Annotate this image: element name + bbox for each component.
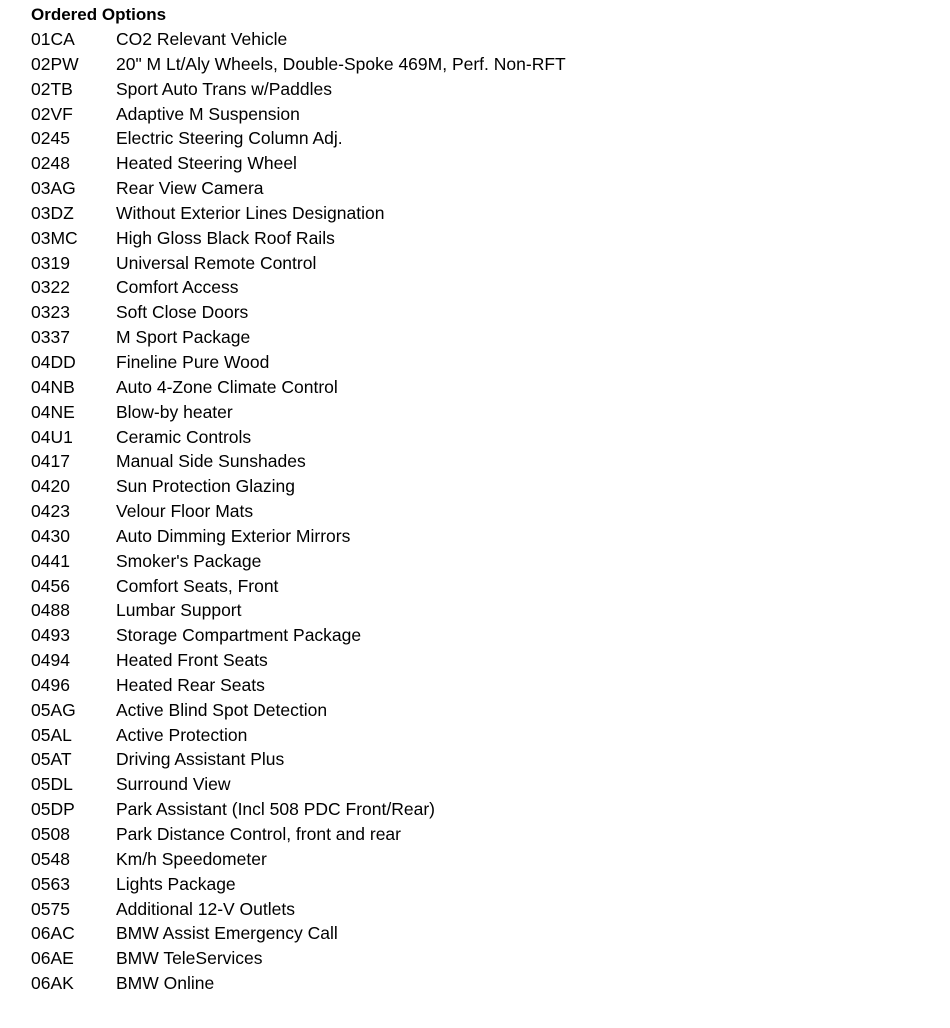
option-code: 04NE bbox=[31, 401, 75, 422]
option-code: 0508 bbox=[31, 824, 70, 844]
option-code: 0420 bbox=[31, 476, 70, 497]
option-row bbox=[31, 77, 566, 102]
option-description: Sport Auto Trans w/Paddles bbox=[116, 78, 332, 99]
option-code: 03MC bbox=[31, 227, 78, 248]
option-code: 02TB bbox=[31, 78, 73, 99]
option-description: CO2 Relevant Vehicle bbox=[116, 29, 288, 49]
option-description: Additional 12-V Outlets bbox=[116, 898, 295, 919]
option-description: 20" M Lt/Aly Wheels, Double-Spoke 469M, Perf. Non-RFT bbox=[116, 53, 566, 74]
option-row bbox=[31, 747, 566, 772]
option-description: Park Assistant (Incl 508 PDC Front/Rear) bbox=[116, 799, 435, 820]
option-description: Blow-by heater bbox=[116, 401, 233, 422]
option-row bbox=[31, 648, 566, 673]
option-description: Surround View bbox=[116, 774, 231, 795]
option-description: Fineline Pure Wood bbox=[116, 351, 270, 372]
option-row bbox=[31, 946, 566, 971]
option-code: 0319 bbox=[31, 252, 70, 273]
option-row bbox=[31, 673, 566, 698]
option-description: BMW TeleServices bbox=[116, 948, 263, 969]
option-code: 0563 bbox=[31, 873, 70, 894]
option-description: Auto Dimming Exterior Mirrors bbox=[116, 525, 351, 546]
option-row bbox=[31, 176, 566, 201]
option-code: 0423 bbox=[31, 501, 70, 522]
option-description: Rear View Camera bbox=[116, 178, 264, 199]
option-row bbox=[31, 897, 566, 922]
option-row bbox=[31, 474, 566, 499]
option-row bbox=[31, 400, 566, 425]
option-description: Km/h Speedometer bbox=[116, 848, 267, 869]
option-description: Universal Remote Control bbox=[116, 252, 317, 273]
option-code: 0488 bbox=[31, 600, 70, 621]
option-code: 0494 bbox=[31, 650, 70, 671]
option-row bbox=[31, 27, 566, 52]
option-row bbox=[31, 499, 566, 524]
option-row bbox=[31, 524, 566, 549]
option-description: Comfort Seats, Front bbox=[116, 575, 279, 596]
option-description: Without Exterior Lines Designation bbox=[116, 202, 385, 223]
option-description: M Sport Package bbox=[116, 327, 251, 348]
option-code: 05AT bbox=[31, 749, 72, 770]
option-code: 05DP bbox=[31, 799, 75, 820]
option-description: Lumbar Support bbox=[116, 600, 242, 621]
option-code: 05AL bbox=[31, 724, 72, 745]
option-row bbox=[31, 623, 566, 648]
option-description: Lights Package bbox=[116, 873, 236, 894]
option-code: 0245 bbox=[31, 128, 70, 149]
option-code: 06AK bbox=[31, 973, 74, 994]
option-description: Soft Close Doors bbox=[116, 302, 249, 323]
option-row bbox=[31, 425, 566, 450]
option-code: 0496 bbox=[31, 674, 70, 695]
option-code: 04U1 bbox=[31, 426, 73, 447]
option-description: Ceramic Controls bbox=[116, 426, 252, 447]
option-description: Active Blind Spot Detection bbox=[116, 699, 328, 720]
option-description: Driving Assistant Plus bbox=[116, 749, 285, 770]
option-description: BMW Assist Emergency Call bbox=[116, 923, 338, 944]
option-row bbox=[31, 226, 566, 251]
option-description: High Gloss Black Roof Rails bbox=[116, 227, 335, 248]
option-code: 05AG bbox=[31, 699, 76, 720]
option-code: 05DL bbox=[31, 774, 73, 795]
options-list bbox=[31, 27, 566, 996]
option-row bbox=[31, 449, 566, 474]
option-code: 0456 bbox=[31, 575, 70, 596]
option-row bbox=[31, 574, 566, 599]
option-code: 0248 bbox=[31, 153, 70, 174]
option-code: 06AE bbox=[31, 948, 74, 969]
option-code: 0430 bbox=[31, 525, 70, 546]
option-row bbox=[31, 350, 566, 375]
option-description: Heated Front Seats bbox=[116, 650, 268, 671]
option-code: 03AG bbox=[31, 178, 76, 199]
option-row bbox=[31, 275, 566, 300]
option-code: 0322 bbox=[31, 277, 70, 298]
option-description: Park Distance Control, front and rear bbox=[116, 824, 401, 844]
option-code: 0493 bbox=[31, 625, 70, 646]
option-row bbox=[31, 52, 566, 77]
option-code: 04DD bbox=[31, 351, 76, 372]
option-code: 02VF bbox=[31, 103, 73, 124]
option-description: Manual Side Sunshades bbox=[116, 451, 306, 472]
option-description: Sun Protection Glazing bbox=[116, 476, 295, 497]
option-description: Electric Steering Column Adj. bbox=[116, 128, 343, 149]
option-description: Velour Floor Mats bbox=[116, 501, 254, 522]
option-row bbox=[31, 549, 566, 574]
option-code: 0575 bbox=[31, 898, 70, 919]
option-code: 0323 bbox=[31, 302, 70, 323]
option-description: Comfort Access bbox=[116, 277, 239, 298]
option-row bbox=[31, 723, 566, 748]
option-row bbox=[31, 971, 566, 996]
option-code: 02PW bbox=[31, 53, 79, 74]
option-row bbox=[31, 375, 566, 400]
option-code: 04NB bbox=[31, 376, 75, 397]
option-row bbox=[31, 201, 566, 226]
option-row bbox=[31, 921, 566, 946]
option-row bbox=[31, 772, 566, 797]
option-row bbox=[31, 151, 566, 176]
option-description: Adaptive M Suspension bbox=[116, 103, 300, 124]
option-row bbox=[31, 822, 566, 847]
option-row bbox=[31, 872, 566, 897]
option-code: 06AC bbox=[31, 923, 75, 944]
option-row bbox=[31, 126, 566, 151]
option-row bbox=[31, 847, 566, 872]
option-description: Smoker's Package bbox=[116, 550, 262, 571]
option-description: Heated Rear Seats bbox=[116, 674, 265, 695]
option-description: Active Protection bbox=[116, 724, 248, 745]
option-code: 03DZ bbox=[31, 202, 74, 223]
option-code: 0417 bbox=[31, 451, 70, 472]
option-code: 0441 bbox=[31, 550, 70, 571]
option-code: 01CA bbox=[31, 29, 75, 49]
option-row bbox=[31, 598, 566, 623]
option-row bbox=[31, 797, 566, 822]
option-description: Auto 4-Zone Climate Control bbox=[116, 376, 338, 397]
option-code: 0337 bbox=[31, 327, 70, 348]
option-row bbox=[31, 300, 566, 325]
section-heading: Ordered Options bbox=[31, 5, 167, 24]
option-row bbox=[31, 325, 566, 350]
ordered-options-section bbox=[31, 4, 566, 996]
option-description: Storage Compartment Package bbox=[116, 625, 362, 646]
option-row bbox=[31, 698, 566, 723]
option-description: BMW Online bbox=[116, 973, 215, 994]
option-row bbox=[31, 251, 566, 276]
option-code: 0548 bbox=[31, 848, 70, 869]
option-description: Heated Steering Wheel bbox=[116, 153, 297, 174]
option-row bbox=[31, 102, 566, 127]
